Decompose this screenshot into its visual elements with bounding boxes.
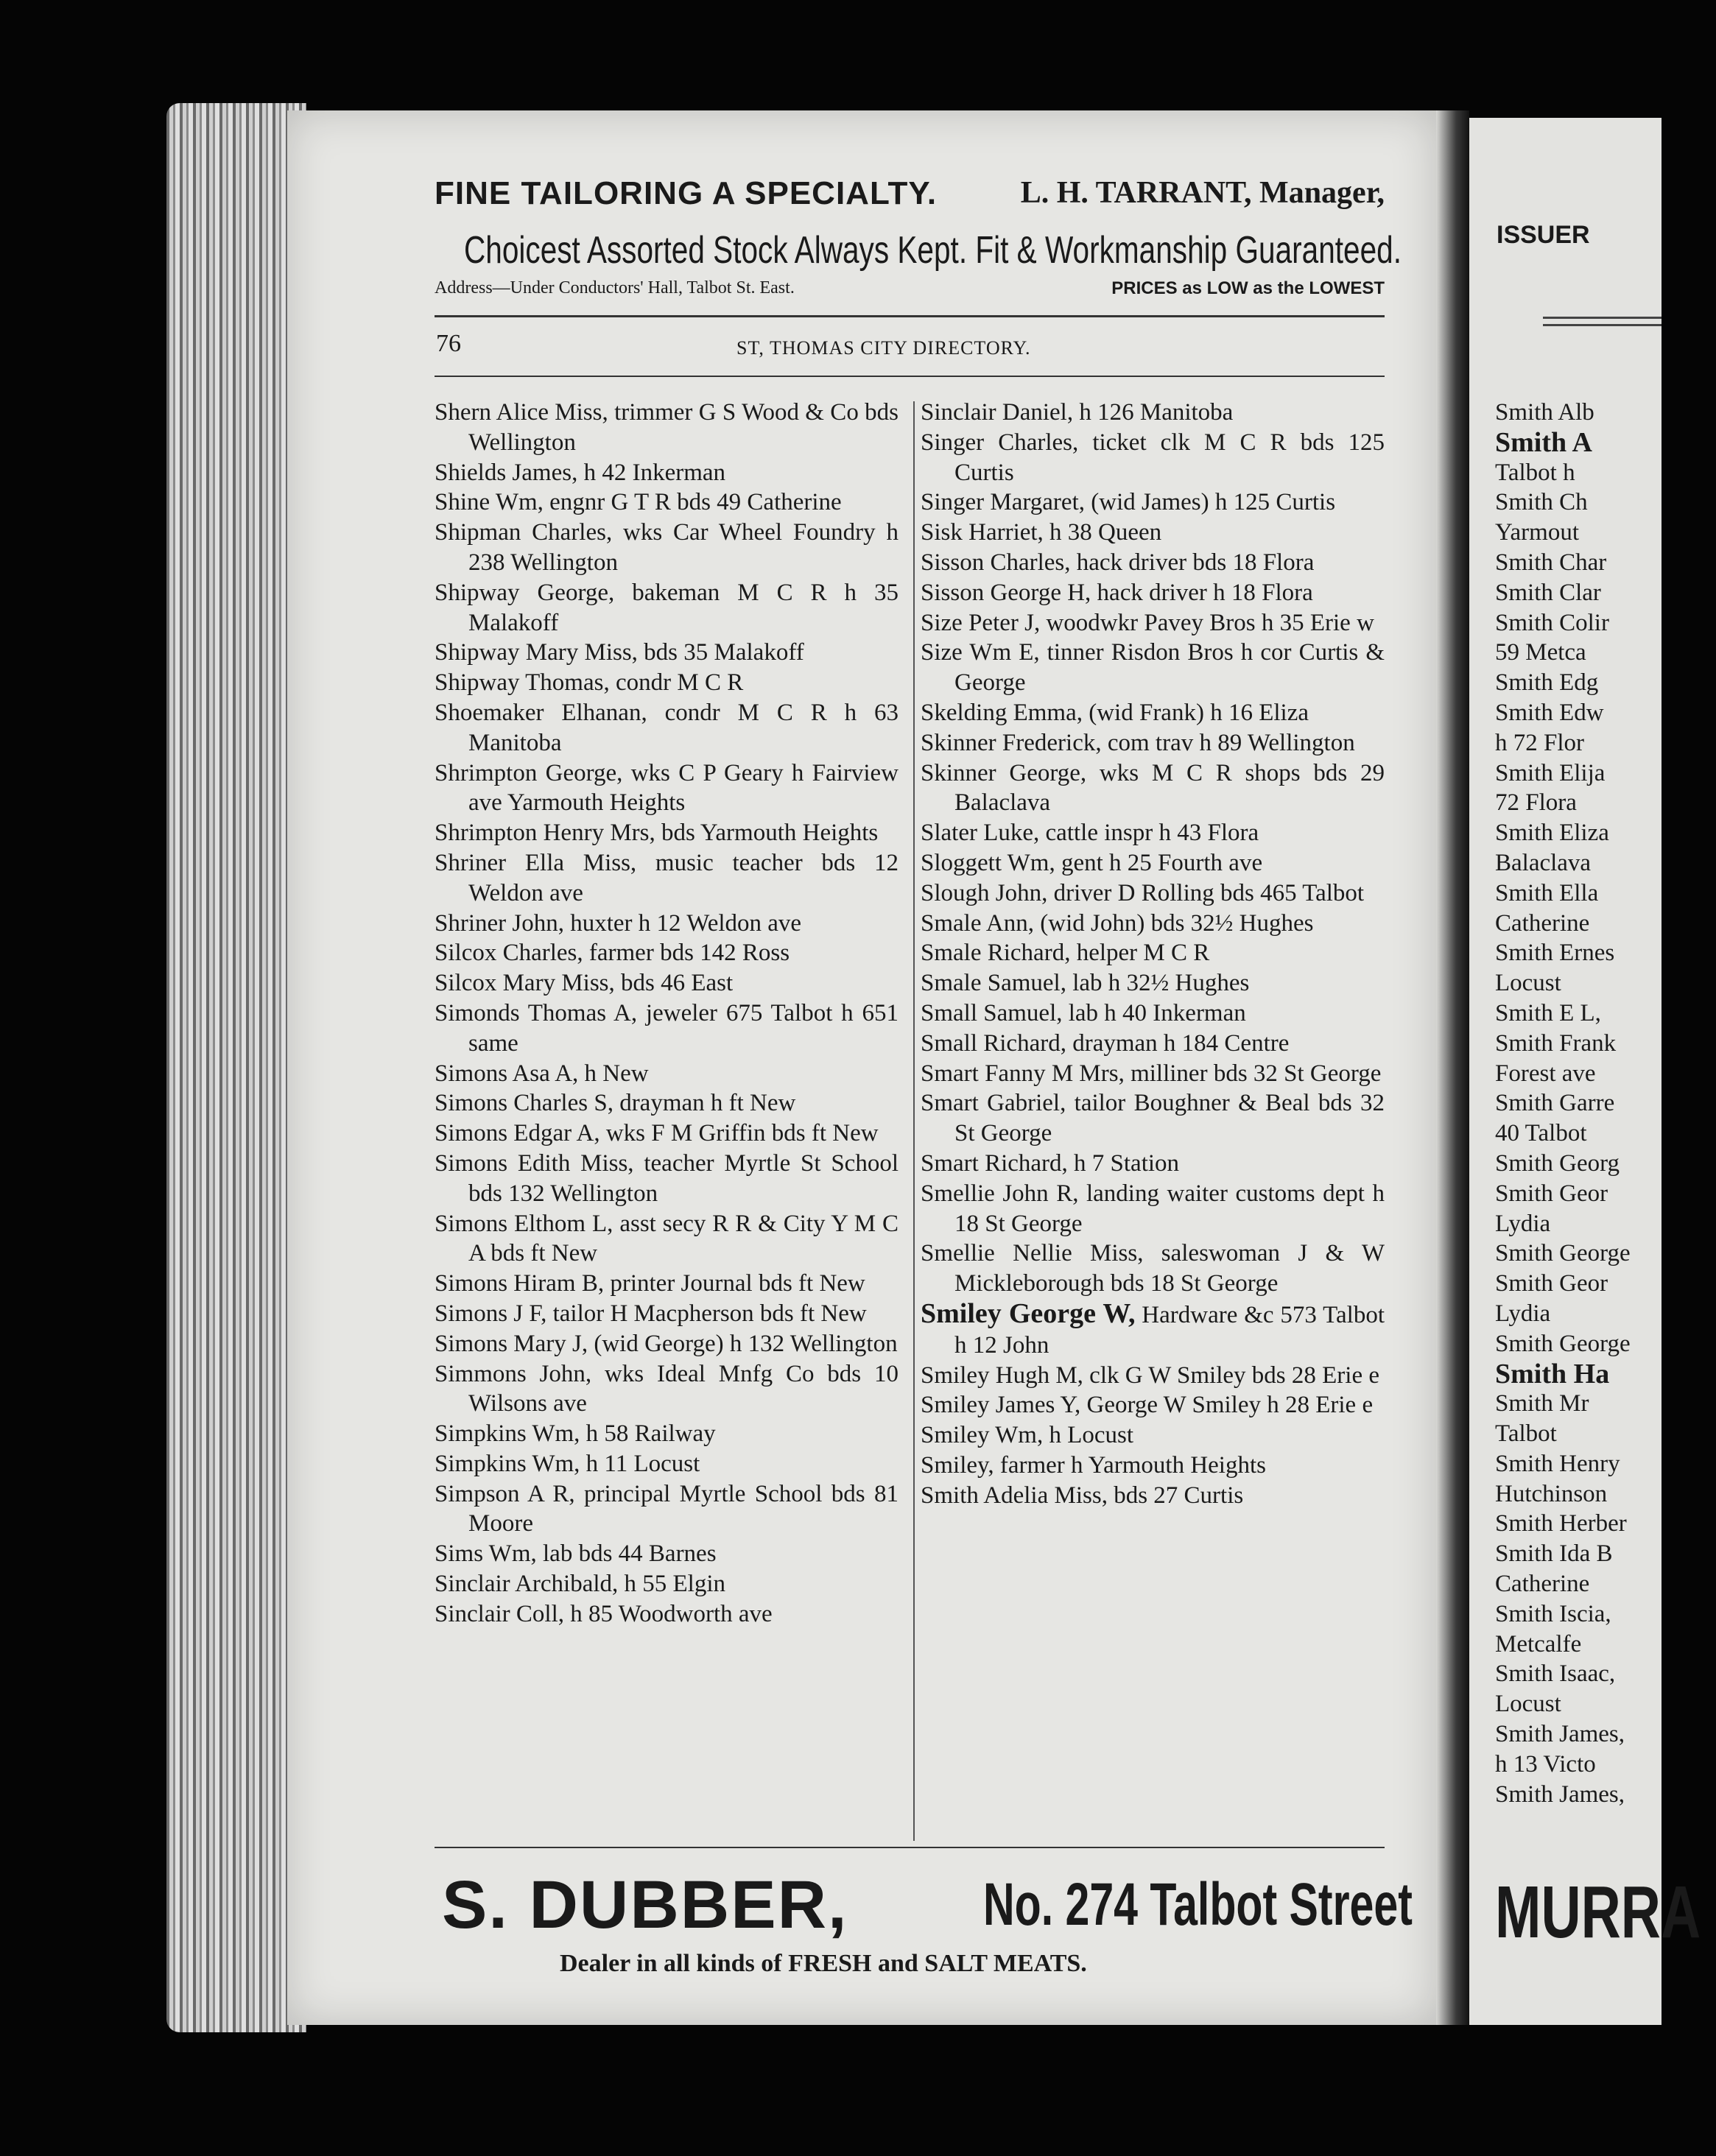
directory-entry: Shern Alice Miss, trimmer G S Wood & Co bds Wellington (435, 399, 899, 456)
directory-entry: Sinclair Archibald, h 55 Elgin (435, 1571, 726, 1598)
facing-rule-1 (1543, 317, 1662, 319)
facing-page-line: Forest ave (1495, 1060, 1596, 1087)
directory-entry: Skinner Frederick, com trav h 89 Wellington (921, 729, 1355, 756)
directory-entry: Smale Richard, helper M C R (921, 940, 1210, 967)
directory-entry-featured (921, 1299, 1385, 1361)
footer-ad-name: S. DUBBER, (442, 1867, 848, 1942)
directory-entry: Skinner George, wks M C R shops bds 29 Balaclava (921, 759, 1385, 817)
facing-page-line: Smith Alb (1495, 399, 1594, 426)
directory-entry: Sloggett Wm, gent h 25 Fourth ave (921, 849, 1263, 876)
facing-page-line: Catherine (1495, 909, 1590, 937)
running-rule (435, 376, 1385, 377)
directory-entry: Shrimpton Henry Mrs, bds Yarmouth Heights (435, 820, 879, 847)
facing-page-line: Smith Eliza (1495, 820, 1609, 847)
directory-entry: Smiley Wm, h Locust (921, 1422, 1134, 1449)
facing-page-line: Smith Ida B (1495, 1540, 1613, 1568)
directory-entry: Smiley James Y, George W Smiley h 28 Erie e (921, 1392, 1374, 1419)
directory-entry: Smale Samuel, lab h 32½ Hughes (921, 970, 1250, 997)
directory-entry: Shipman Charles, wks Car Wheel Foundry h 238 Wellington (435, 519, 899, 576)
directory-entry: Smith Adelia Miss, bds 27 Curtis (921, 1482, 1244, 1509)
directory-entry: Shoemaker Elhanan, condr M C R h 63 Manitoba (435, 699, 899, 756)
footer-ad-address: No. 274 Talbot Street (983, 1871, 1413, 1938)
directory-entry: Simons Hiram B, printer Journal bds ft New (435, 1270, 865, 1297)
facing-page-line: Smith George (1495, 1330, 1631, 1357)
facing-page-ad: MURRA (1495, 1871, 1701, 1954)
directory-entry: Sinclair Coll, h 85 Woodworth ave (435, 1600, 773, 1627)
facing-page-column (1495, 398, 1716, 1809)
facing-page-line: Smith A (1495, 426, 1592, 458)
directory-entry: Shrimpton George, wks C P Geary h Fairview ave Yarmouth Heights (435, 759, 899, 817)
directory-entry: Small Samuel, lab h 40 Inkerman (921, 999, 1246, 1026)
ad-tagline: Choicest Assorted Stock Always Kept. Fit & Workmanship Guaranteed. (464, 229, 1402, 272)
facing-page-line: Smith George (1495, 1240, 1631, 1267)
facing-page-header: ISSUER (1497, 221, 1590, 249)
directory-entry: Shine Wm, engnr G T R bds 49 Catherine (435, 489, 842, 516)
running-title: ST, THOMAS CITY DIRECTORY. (736, 337, 1031, 359)
directory-entry: Shriner John, huxter h 12 Weldon ave (435, 909, 802, 937)
book-gutter (1436, 110, 1469, 2025)
facing-page-line: Smith Henry (1495, 1450, 1620, 1477)
directory-entry: Simons Edith Miss, teacher Myrtle St School bds 132 Wellington (435, 1149, 899, 1207)
directory-entry: Smart Richard, h 7 Station (921, 1149, 1180, 1177)
directory-entry: Shipway Mary Miss, bds 35 Malakoff (435, 639, 804, 666)
directory-entry: Sims Wm, lab bds 44 Barnes (435, 1540, 717, 1568)
featured-details: Hardware &c 573 Talbot h 12 John (954, 1301, 1385, 1359)
directory-entry: Silcox Charles, farmer bds 142 Ross (435, 940, 790, 967)
directory-entry: Simonds Thomas A, jeweler 675 Talbot h 651 same (435, 999, 899, 1057)
footer-rule (435, 1847, 1385, 1848)
directory-entry: Shields James, h 42 Inkerman (435, 459, 726, 486)
directory-entry: Slough John, driver D Rolling bds 465 Talbot (921, 879, 1365, 906)
facing-page-line: Smith Isaac, (1495, 1660, 1616, 1688)
ad-manager: L. H. TARRANT, Manager, (1020, 176, 1385, 210)
facing-page-line: Smith Clar (1495, 579, 1601, 606)
facing-page-line: 59 Metca (1495, 639, 1586, 666)
facing-page-line: Talbot h (1495, 459, 1575, 486)
directory-entry: Singer Charles, ticket clk M C R bds 125 Curtis (921, 429, 1385, 486)
facing-page-line: Lydia (1495, 1300, 1551, 1327)
facing-page-line: Smith Herber (1495, 1510, 1627, 1537)
directory-entry: Simons Elthom L, asst secy R R & City Y M C A bds ft New (435, 1210, 899, 1267)
facing-page-line: Smith Garre (1495, 1090, 1615, 1117)
ad-prices: PRICES as LOW as the LOWEST (1111, 278, 1385, 298)
directory-entry: Smale Ann, (wid John) bds 32½ Hughes (921, 909, 1314, 937)
facing-page-line: Talbot (1495, 1420, 1557, 1448)
facing-page-line: Yarmout (1495, 519, 1580, 546)
directory-entry: Slater Luke, cattle inspr h 43 Flora (921, 820, 1259, 847)
facing-page-line: Smith Geor (1495, 1270, 1608, 1297)
facing-page-line: h 72 Flor (1495, 729, 1585, 756)
directory-entry: Simons J F, tailor H Macpherson bds ft New (435, 1300, 867, 1327)
facing-page-line: Smith E L, (1495, 999, 1601, 1026)
page-number: 76 (436, 330, 461, 357)
directory-entry: Simpson A R, principal Myrtle School bds 81 Moore (435, 1480, 899, 1537)
directory-entry: Simons Asa A, h New (435, 1060, 649, 1087)
facing-page-line: Smith Edw (1495, 699, 1604, 726)
facing-page-line: Smith Ella (1495, 879, 1599, 906)
facing-page-line: Smith Mr (1495, 1390, 1589, 1417)
book-page-edges (166, 103, 306, 2032)
facing-page-line: Smith Frank (1495, 1029, 1617, 1057)
ad-address: Address—Under Conductors' Hall, Talbot St. East. (435, 278, 795, 297)
directory-entry: Simons Edgar A, wks F M Griffin bds ft New (435, 1120, 879, 1147)
facing-page-line: Smith Elija (1495, 759, 1606, 786)
directory-entry: Simons Mary J, (wid George) h 132 Wellington (435, 1330, 898, 1357)
column-divider (913, 401, 915, 1841)
directory-entry: Sisk Harriet, h 38 Queen (921, 519, 1162, 546)
directory-entry: Shipway George, bakeman M C R h 35 Malakoff (435, 579, 899, 636)
facing-page-line: Smith James, (1495, 1780, 1625, 1808)
facing-page-line: Smith Char (1495, 549, 1607, 576)
facing-page-line: Smith James, (1495, 1721, 1625, 1748)
facing-page-line: Locust (1495, 970, 1561, 997)
facing-page-line: 72 Flora (1495, 789, 1577, 817)
facing-page-line: Hutchinson (1495, 1480, 1608, 1507)
facing-page-line: Smith Ha (1495, 1358, 1610, 1389)
directory-entry: Sisson Charles, hack driver bds 18 Flora (921, 549, 1315, 576)
ad-title: FINE TAILORING A SPECIALTY. (435, 175, 938, 211)
facing-page-line: Smith Edg (1495, 669, 1599, 697)
header-ad-line-1 (435, 175, 1385, 219)
directory-entry: Skelding Emma, (wid Frank) h 16 Eliza (921, 699, 1309, 726)
footer-ad-line: Dealer in all kinds of FRESH and SALT MEATS. (560, 1950, 1087, 1977)
facing-page-line: Smith Colir (1495, 609, 1609, 636)
directory-entry: Sisson George H, hack driver h 18 Flora (921, 579, 1313, 606)
right-column (921, 398, 1385, 1510)
facing-page-line: Smith Ernes (1495, 940, 1615, 967)
directory-entry: Shriner Ella Miss, music teacher bds 12 Weldon ave (435, 849, 899, 906)
directory-entry: Simons Charles S, drayman h ft New (435, 1090, 796, 1117)
facing-page-line: h 13 Victo (1495, 1750, 1596, 1778)
left-column (435, 398, 899, 1630)
directory-entry: Size Wm E, tinner Risdon Bros h cor Curtis & George (921, 639, 1385, 697)
facing-rule-2 (1543, 324, 1662, 326)
directory-entry: Simpkins Wm, h 11 Locust (435, 1450, 700, 1477)
directory-entry: Smart Gabriel, tailor Boughner & Beal bds 32 St George (921, 1090, 1385, 1147)
directory-entry: Smart Fanny M Mrs, milliner bds 32 St George (921, 1060, 1382, 1087)
facing-page-line: 40 Talbot (1495, 1120, 1587, 1147)
facing-page-line: Metcalfe (1495, 1630, 1582, 1657)
facing-page-line: Catherine (1495, 1571, 1590, 1598)
facing-page-line: Locust (1495, 1691, 1561, 1718)
directory-entry: Smiley, farmer h Yarmouth Heights (921, 1451, 1266, 1479)
featured-name: Smiley George W, (921, 1297, 1136, 1329)
facing-page-line: Smith Georg (1495, 1149, 1620, 1177)
directory-entry: Smellie John R, landing waiter customs dept h 18 St George (921, 1180, 1385, 1237)
header-rule (435, 315, 1385, 317)
facing-page-line: Smith Ch (1495, 489, 1588, 516)
directory-entry: Size Peter J, woodwkr Pavey Bros h 35 Erie w (921, 609, 1374, 636)
directory-entry: Small Richard, drayman h 184 Centre (921, 1029, 1290, 1057)
facing-page-line: Lydia (1495, 1210, 1551, 1237)
facing-page-line: Smith Geor (1495, 1180, 1608, 1207)
facing-page-line: Balaclava (1495, 849, 1592, 876)
header-ad-line-3 (435, 278, 1385, 298)
facing-page-line: Smith Iscia, (1495, 1600, 1611, 1627)
directory-entry: Smiley Hugh M, clk G W Smiley bds 28 Erie e (921, 1361, 1379, 1389)
directory-entry: Shipway Thomas, condr M C R (435, 669, 744, 697)
directory-entry: Smellie Nellie Miss, saleswoman J & W Mickleborough bds 18 St George (921, 1240, 1385, 1297)
directory-entry: Simpkins Wm, h 58 Railway (435, 1420, 716, 1448)
directory-entry: Simmons John, wks Ideal Mnfg Co bds 10 Wilsons ave (435, 1360, 899, 1417)
directory-entry: Sinclair Daniel, h 126 Manitoba (921, 399, 1234, 426)
directory-entry: Silcox Mary Miss, bds 46 East (435, 970, 734, 997)
directory-entry: Singer Margaret, (wid James) h 125 Curtis (921, 489, 1336, 516)
